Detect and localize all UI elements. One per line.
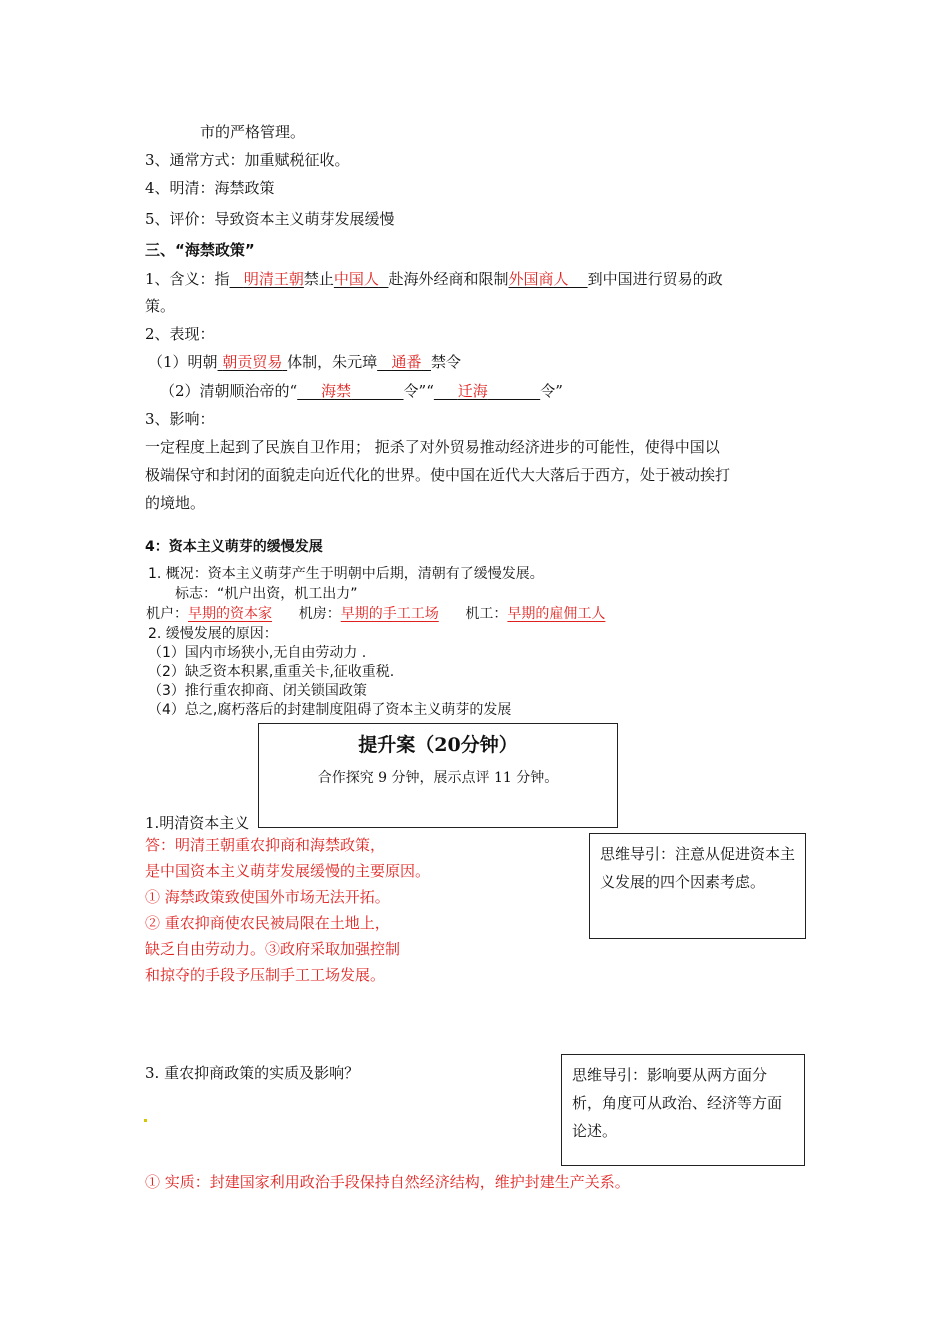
answer-line: 和掠夺的手段予压制手工工场发展。 [145, 966, 386, 984]
blank [434, 382, 540, 400]
question-3: 3. 重农抑商政策的实质及影响？ [145, 1064, 360, 1082]
reason-item: （4）总之,腐朽落后的封建制度阻碍了资本主义萌芽的发展 [148, 702, 512, 718]
blank [508, 270, 587, 288]
answer-capitalist: 早期的资本家 [188, 606, 272, 622]
thinking-guide-box: 思维导引：注意从促进资本主义发展的四个因素考虑。 [589, 833, 806, 939]
answer-essence: ① 实质：封建国家利用政治手段保持自然经济结构，维护封建生产关系。 [145, 1173, 630, 1191]
expression-label: 2、表现： [145, 325, 215, 343]
blank [297, 382, 403, 400]
jifang-label: 机房： [298, 606, 341, 622]
qing-text: 令”“ [403, 382, 434, 400]
meaning-text: 到中国进行贸易的政 [587, 270, 723, 288]
meaning-prefix: 1、含义：指 [145, 270, 230, 288]
reason-item: （2）缺乏资本积累,重重关卡,征收重税. [148, 664, 395, 680]
qing-line [160, 381, 563, 401]
meaning-line [145, 269, 723, 289]
impact-label: 3、影响： [145, 410, 215, 428]
answer-line: 缺乏自由劳动力。③政府采取加强控制 [145, 940, 401, 958]
reason-item: （1）国内市场狭小,无自由劳动力 . [148, 645, 367, 661]
overview: 1. 概况：资本主义萌芽产生于明朝中后期，清朝有了缓慢发展。 [148, 566, 544, 582]
thinking-guide-box: 思维导引：影响要从两方面分析，角度可从政治、经济等方面论述。 [561, 1054, 805, 1166]
continued-line: 市的严格管理。 [200, 123, 306, 141]
sign: 标志：“机户出资，机工出力” [175, 586, 358, 602]
blank [218, 353, 288, 371]
ming-text: 体制，朱元璋 [287, 353, 378, 371]
question-1: 1.明清资本主义 [145, 814, 250, 832]
answer-line: ② 重农抑商使农民被局限在土地上， [145, 914, 390, 932]
qing-prefix: （2）清朝顺治帝的“ [160, 382, 298, 400]
answer-haijin: 海禁 [321, 382, 352, 400]
impact-line: 极端保守和封闭的面貌走向近代化的世界。使中国在近代大大落后于西方，处于被动挨打 [145, 466, 731, 484]
answer-workshop: 早期的手工工场 [340, 606, 439, 622]
promo-title: 提升案（20分钟） [358, 734, 518, 756]
blank [377, 353, 431, 371]
jihu-label: 机户： [146, 606, 188, 622]
promo-subtitle: 合作探究 9 分钟，展示点评 11 分钟。 [317, 770, 559, 786]
blank [230, 270, 304, 288]
meaning-cont: 策。 [145, 297, 176, 315]
answer-tongfan: 通番 [391, 353, 422, 371]
meaning-text: 禁止 [303, 270, 334, 288]
reasons-label: 2. 缓慢发展的原因： [148, 626, 278, 642]
qing-suffix: 令” [540, 382, 563, 400]
answer-line: 答：明清王朝重农抑商和海禁政策， [145, 836, 386, 854]
answer-chinese: 中国人 [333, 270, 379, 288]
answer-tribute: 朝贡贸易 [222, 353, 283, 371]
item-5: 5、评价：导致资本主义萌芽发展缓慢 [145, 210, 395, 228]
item-3: 3、通常方式：加重赋税征收。 [145, 151, 350, 169]
ming-line [148, 352, 461, 372]
answer-dynasty: 明清王朝 [243, 270, 304, 288]
impact-line: 的境地。 [145, 494, 206, 512]
answer-line: 是中国资本主义萌芽发展缓慢的主要原因。 [145, 862, 431, 880]
reason-item: （3）推行重农抑商、闭关锁国政策 [148, 683, 367, 699]
stray-mark [144, 1119, 147, 1122]
answer-line: ① 海禁政策致使国外市场无法开拓。 [145, 888, 390, 906]
ming-prefix: （1）明朝 [148, 353, 218, 371]
answer-foreign: 外国商人 [508, 270, 569, 288]
answer-worker: 早期的雇佣工人 [507, 606, 606, 622]
roles-line [146, 604, 605, 624]
impact-line: 一定程度上起到了民族自卫作用； 扼杀了对外贸易推动经济进步的可能性，使得中国以 [145, 438, 720, 456]
section-4-title: 4：资本主义萌芽的缓慢发展 [145, 539, 323, 555]
answer-qianhai: 迁海 [457, 382, 488, 400]
item-4: 4、明清：海禁政策 [145, 179, 275, 197]
ming-suffix: 禁令 [431, 353, 462, 371]
jigong-label: 机工： [465, 606, 508, 622]
meaning-text: 赴海外经商和限制 [388, 270, 509, 288]
section-3-title: 三、“海禁政策” [145, 241, 255, 259]
promo-box [258, 723, 618, 828]
